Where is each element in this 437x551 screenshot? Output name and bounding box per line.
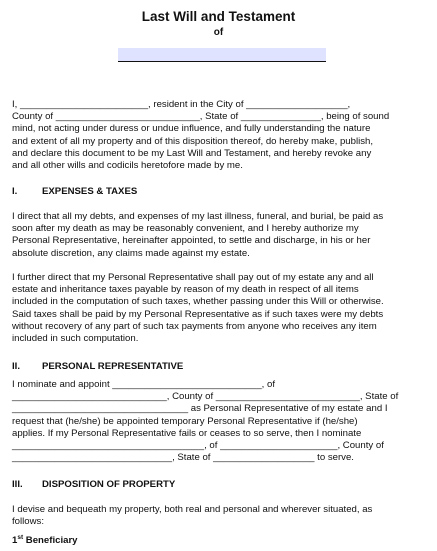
paragraph-line: applies. If my Personal Representative fails or ceases to so serve, then I nominate xyxy=(12,427,362,439)
intro-line: and all other wills and codicils heretofore made by me. xyxy=(12,159,243,171)
paragraph-line: _________________________________ as Personal Representative of my estate and I xyxy=(12,403,388,415)
intro-paragraph xyxy=(12,99,428,172)
disposition-paragraph xyxy=(12,504,428,528)
intro-line: and extent of all my property and of this disposition thereof, do hereby make, publish, xyxy=(12,135,374,147)
section-heading-disposition xyxy=(12,479,175,490)
paragraph-line: included in such computation. xyxy=(12,332,139,344)
section-title: EXPENSES & TAXES xyxy=(42,186,138,197)
paragraph-line: absolute discretion, any claims made against my estate. xyxy=(12,247,250,259)
section-heading-expenses xyxy=(12,186,137,197)
paragraph-line: soon after my death as may be reasonably convenient, and I hereby authorize my xyxy=(12,223,359,235)
paragraph-line: Personal Representative, hereinafter appointed, to settle and discharge, in his or her xyxy=(12,235,371,247)
paragraph-line: I direct that all my debts, and expenses of my last illness, funeral, and burial, be paid as xyxy=(12,211,384,222)
intro-line: mind, not acting under duress or undue influence, and fully understanding the nature xyxy=(12,123,371,135)
expenses-paragraph-2 xyxy=(12,272,428,345)
paragraph-line: I devise and bequeath my property, both real and personal and wherever situated, as xyxy=(12,504,373,515)
section-heading-personal-representative xyxy=(12,361,183,372)
section-title: PERSONAL REPRESENTATIVE xyxy=(42,361,184,372)
personal-representative-paragraph xyxy=(12,379,428,464)
beneficiary-label: Beneficiary xyxy=(23,535,78,546)
paragraph-line: follows: xyxy=(12,516,44,528)
document-of-label: of xyxy=(213,27,224,38)
paragraph-line: ______________________________, State of ___________________ to serve. xyxy=(12,452,354,464)
beneficiary-heading xyxy=(12,535,78,546)
intro-line: and declare this document to be my Last Will and Testament, and hereby revoke any xyxy=(12,147,372,159)
section-number: I. xyxy=(12,186,18,197)
beneficiary-ordinal-suffix: st xyxy=(17,533,24,541)
section-number: III. xyxy=(12,479,23,490)
testator-name-line xyxy=(118,61,326,62)
intro-line: County of ___________________________, State of _______________, being of sound xyxy=(12,111,390,123)
expenses-paragraph-1 xyxy=(12,211,428,260)
document-title: Last Will and Testament xyxy=(141,9,296,24)
beneficiary-ordinal: 1 xyxy=(12,535,18,546)
paragraph-line: Said taxes shall be paid by my Personal Representative as if such taxes were my debts xyxy=(12,308,384,320)
paragraph-line: I further direct that my Personal Representative shall pay out of my estate any and all xyxy=(12,272,374,283)
paragraph-line: I nominate and appoint ____________________________, of xyxy=(12,379,276,390)
intro-line: I, ________________________, resident in the City of ___________________, xyxy=(12,99,351,110)
paragraph-line: estate and inheritance taxes payable by reason of my death in respect of all items xyxy=(12,284,359,296)
testator-name-field[interactable] xyxy=(118,48,326,61)
paragraph-line: ____________________________________, of ______________________, County of xyxy=(12,439,384,451)
paragraph-line: _____________________________, County of ___________________________, State of xyxy=(12,391,399,403)
paragraph-line: included in the computation of such taxes, whether passing under this Will or otherwise. xyxy=(12,296,384,308)
section-number: II. xyxy=(12,361,20,372)
paragraph-line: request that (he/she) be appointed temporary Personal Representative if (he/she) xyxy=(12,415,358,427)
section-title: DISPOSITION OF PROPERTY xyxy=(42,479,176,490)
paragraph-line: without recovery of any part of such tax payments from anyone who receives any item xyxy=(12,320,377,332)
